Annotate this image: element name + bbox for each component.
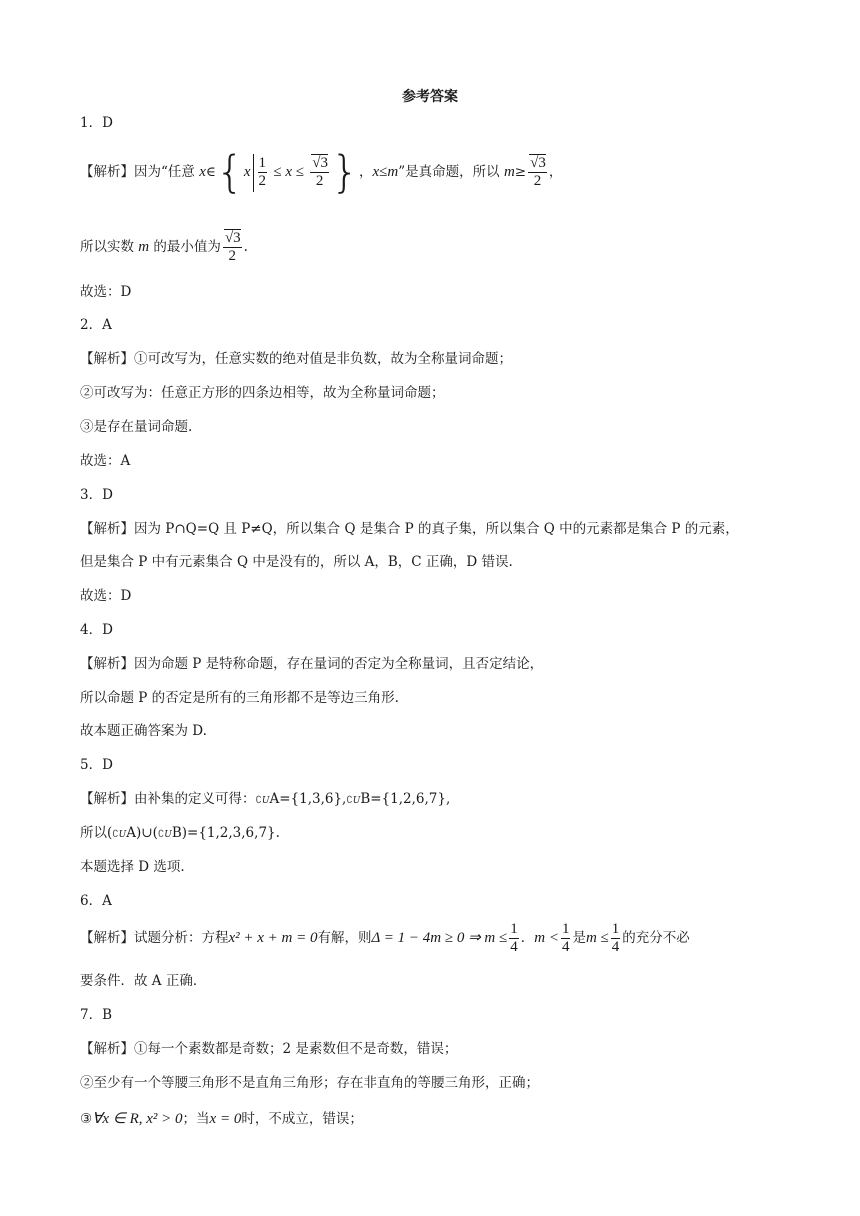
- q3-answer: 故选：D: [80, 588, 132, 604]
- q6-line-2: 要条件．故 A 正确．: [80, 973, 207, 989]
- fraction-sqrt3-over-2: $\frac{√3}{2}$: [312, 155, 328, 189]
- q4-answer: 故本题正确答案为 D.: [80, 723, 207, 739]
- q4-heading: 4．D: [80, 622, 113, 638]
- q2-answer: 故选：A: [80, 453, 131, 469]
- page-title: 参考答案: [402, 89, 458, 105]
- fraction-half: $\frac{1}{2}$: [258, 155, 267, 189]
- q1-explanation-line-2: 所以实数 m 的最小值为 $\frac{√3}{2}$ .: [80, 230, 248, 264]
- q2-line-3: ③是存在量词命题.: [80, 419, 193, 435]
- fraction-sqrt3-over-2-c: $\frac{√3}{2}$: [224, 230, 241, 264]
- q3-line-2: 但是集合 P 中有元素集合 Q 中是没有的，所以 A，B，C 正确，D 错误.: [80, 554, 513, 570]
- q3-line-1: 【解析】因为 P∩Q=Q 且 P≠Q，所以集合 Q 是集合 P 的真子集，所以集合 Q 中的元素都是集合 P 的元素，: [80, 521, 739, 537]
- q5-line-1: 【解析】由补集的定义可得：∁UA={1,3,6},∁UB={1,2,6,7},: [80, 791, 451, 807]
- fraction-quarter-b: $\frac{1}{4}$: [561, 921, 570, 955]
- q6-line-1: 【解析】试题分析：方程x² + x + m = 0有解，则Δ = 1 − 4m ≥ 0 ⇒ m ≤ $\frac{1}{4}$ ．m < $\frac{1}{4}$ 是m ≤ $\frac{1}{4}$ 的充分不必: [80, 921, 690, 955]
- set-divider: [253, 154, 254, 192]
- fraction-quarter: $\frac{1}{4}$: [510, 921, 518, 955]
- q2-heading: 2．A: [80, 317, 112, 333]
- q7-line-1: 【解析】①每一个素数都是奇数；2 是素数但不是奇数，错误；: [80, 1041, 458, 1057]
- fraction-sqrt3-over-2-b: $\frac{√3}{2}$: [530, 155, 546, 189]
- complement-icon: ∁: [255, 795, 262, 806]
- q7-heading: 7．B: [80, 1007, 113, 1023]
- q5-line-3: 本题选择 D 选项.: [80, 859, 185, 875]
- q1-explanation-line-1: 【解析】因为“任意 x∈{x $\frac{1}{2}$ ≤ x ≤ $\frac{√3}{2}$ }，x≤m”是真命题，所以 m≥ $\frac{√3}{2}$ ，: [80, 146, 563, 198]
- fraction-quarter-c: $\frac{1}{4}$: [611, 921, 620, 955]
- q4-line-2: 所以命题 P 的否定是所有的三角形都不是等边三角形.: [80, 690, 399, 706]
- complement-icon: ∁: [112, 829, 119, 840]
- right-brace-icon: }: [331, 146, 359, 198]
- q2-line-2: ②可改写为：任意正方形的四条边相等，故为全称量词命题；: [80, 385, 445, 401]
- q1-heading: 1．D: [80, 115, 113, 131]
- q4-line-1: 【解析】因为命题 P 是特称命题，存在量词的否定为全称量词，且否定结论，: [80, 656, 544, 672]
- q5-line-2: 所以(∁UA)∪(∁UB)={1,2,3,6,7}.: [80, 825, 280, 841]
- q6-heading: 6．A: [80, 893, 112, 909]
- left-brace-icon: {: [215, 146, 244, 198]
- complement-icon: ∁: [346, 795, 353, 806]
- q7-line-3: ③∀x ∈ R, x² > 0；当x = 0时，不成立，错误；: [80, 1111, 363, 1127]
- q2-line-1: 【解析】①可改写为，任意实数的绝对值是非负数，故为全称量词命题；: [80, 351, 512, 367]
- q1-answer: 故选：D: [80, 284, 132, 300]
- complement-icon: ∁: [157, 829, 165, 840]
- q5-heading: 5．D: [80, 757, 113, 773]
- q7-line-2: ②至少有一个等腰三角形不是直角三角形；存在非直角的等腰三角形，正确；: [80, 1075, 539, 1091]
- q3-heading: 3．D: [80, 487, 113, 503]
